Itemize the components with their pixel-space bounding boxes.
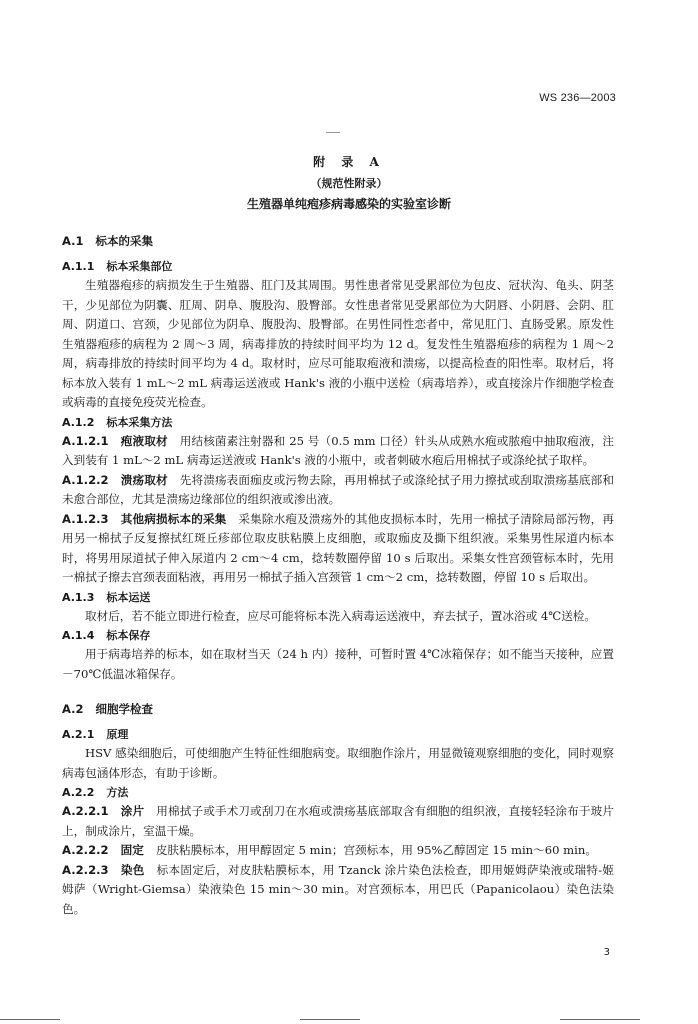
clause-number: A.1.2.2	[62, 472, 109, 487]
section-title: 标本采集方法	[106, 415, 173, 429]
paragraph-a1-2-3	[62, 510, 614, 588]
section-heading-a1	[62, 231, 614, 251]
appendix-heading: 生殖器单纯疱疹病毒感染的实验室诊断	[246, 197, 451, 211]
page-number: 3	[603, 947, 610, 958]
clause-title: 固定	[120, 843, 144, 857]
clause-number: A.2.2.2	[62, 843, 109, 857]
clause-title: 溃疡取材	[120, 472, 168, 487]
paragraph-a2-1: HSV 感染细胞后，可使细胞产生特征性细胞病变。取细胞作涂片，用显微镜观察细胞的变化，同时观察病毒包涵体形态，有助于诊断。	[62, 746, 614, 780]
appendix-title: 附 录 A	[313, 155, 385, 169]
section-number: A.2.1	[62, 728, 95, 741]
standard-code: WS 236—2003	[539, 92, 616, 104]
clause-title: 疱液取材	[120, 433, 168, 448]
section-title: 细胞学检查	[95, 702, 153, 716]
appendix-title-block	[0, 153, 698, 215]
paragraph-a2-2-2	[62, 841, 614, 861]
paragraph-a1-2-1	[62, 432, 614, 471]
clause-title: 染色	[120, 862, 145, 877]
section-heading-a1-3	[62, 588, 614, 607]
scan-artifact	[300, 1019, 360, 1020]
section-heading-a2	[62, 699, 614, 719]
clause-number: A.2.2.1	[62, 804, 109, 818]
appendix-subtitle: （规范性附录）	[310, 177, 388, 190]
clause-title: 涂片	[120, 804, 145, 818]
paragraph-a2-2-1	[62, 802, 614, 841]
clause-text: 用棉拭子或手术刀或刮刀在水疱或溃疡基底部取含有细胞的组织液，直接轻轻涂布于玻片上，制成涂片，室温干燥。	[62, 804, 614, 838]
section-title: 方法	[106, 786, 129, 799]
paragraph-a1-2-2	[62, 471, 614, 510]
paragraph-a1-3: 取材后，若不能立即进行检查，应尽可能将标本洗入病毒运送液中，弃去拭子，置冰浴或 4℃送检。	[85, 608, 596, 623]
clause-number: A.1.2.1	[62, 433, 109, 448]
section-heading-a1-2	[62, 413, 614, 432]
section-heading-a1-4	[62, 626, 614, 645]
center-mark	[326, 132, 340, 133]
clause-text: 皮肤粘膜标本，用甲醇固定 5 min；宫颈标本，用 95%乙醇固定 15 min～60 min。	[155, 843, 597, 857]
clause-number: A.2.2.3	[62, 862, 109, 877]
section-number: A.2	[62, 702, 84, 716]
clause-number: A.1.2.3	[62, 511, 109, 526]
clause-title: 其他病损标本的采集	[120, 511, 227, 526]
section-title: 原理	[106, 728, 129, 741]
section-title: 标本保存	[106, 629, 151, 642]
section-title: 标本运送	[106, 590, 151, 604]
section-title: 标本的采集	[95, 234, 153, 248]
section-heading-a2-1	[62, 725, 614, 744]
paragraph-a1-1: 生殖器疱疹的病损发生于生殖器、肛门及其周围。男性患者常见受累部位为包皮、冠状沟、龟头、阴茎干，少见部位为阴囊、肛周、阴阜、腹股沟、股臀部。女性患者常见受累部位为大阴唇、小阴唇、会阴、肛周、阴道口、宫颈，少见部位为阴阜、腹股沟、股臀部。在男性同性恋者中，常见肛门、直肠受累。原发性生殖器疱疹的病程为 2 周～3 周，病毒排放的持续时间平均为 12 d。复发性生殖器疱疹的病程为 1 周～2 周，病毒排放的持续时间平均为 4 d。取材时，应尽可能取疱液和溃疡，以提高检查的阳性率。取材后，将标本放入装有 1 mL～2 mL 病毒运送液或 Hank's 液的小瓶中送检（病毒培养），或直接涂片作细胞学检查或病毒的直接免疫荧光检查。	[62, 278, 614, 409]
scan-artifact	[0, 1019, 60, 1020]
section-number: A.1.3	[62, 590, 95, 604]
clause-text: 先将溃疡表面痂皮或污物去除，再用棉拭子或涤纶拭子用力擦拭或刮取溃疡基底部和未愈合部位，尤其是溃疡边缘部位的组织液或渗出液。	[62, 472, 614, 506]
document-body	[62, 231, 614, 919]
section-title: 标本采集部位	[106, 260, 173, 273]
section-number: A.1.4	[62, 629, 95, 642]
clause-text: 标本固定后，对皮肤粘膜标本，用 Tzanck 涂片染色法检查，即用姬姆萨染液或瑞特-姬姆萨（Wright-Giemsa）染液染色 15 min～30 min。对宫颈标本，用巴氏（Papanicolaou）染色法染色。	[62, 862, 614, 916]
section-number: A.1	[62, 234, 84, 248]
paragraph-a1-4: 用于病毒培养的标本，如在取材当天（24 h 内）接种，可暂时置 4℃冰箱保存；如不能当天接种，应置－70℃低温冰箱保存。	[62, 647, 614, 681]
section-number: A.1.1	[62, 260, 95, 273]
section-heading-a1-1	[62, 257, 614, 276]
section-number: A.1.2	[62, 415, 95, 429]
clause-text: 采集除水疱及溃疡外的其他皮损标本时，先用一棉拭子清除局部污物，再用另一棉拭子反复擦拭红斑丘疹部位取皮肤粘膜上皮细胞，或取痂皮及撕下组织液。采集男性尿道内标本时，将男用尿道拭子伸入尿道内 2 cm～4 cm，捻转数圈停留 10 s 后取出。采集女性宫颈管标本时，先用一棉拭子擦去宫颈表面粘液，再用另一棉拭子插入宫颈管 1 cm～2 cm，捻转数圈，停留 10 s 后取出。	[62, 511, 614, 584]
section-number: A.2.2	[62, 786, 95, 799]
section-heading-a2-2	[62, 783, 614, 802]
clause-text: 用结核菌素注射器和 25 号（0.5 mm 口径）针头从成熟水疱或脓疱中抽取疱液，注入到装有 1 mL～2 mL 病毒运送液或 Hank's 液的小瓶中，或者刺破水疱后用棉拭子或涤纶拭子取样。	[62, 433, 614, 467]
scan-artifact	[560, 1019, 640, 1020]
paragraph-a2-2-3	[62, 861, 614, 920]
